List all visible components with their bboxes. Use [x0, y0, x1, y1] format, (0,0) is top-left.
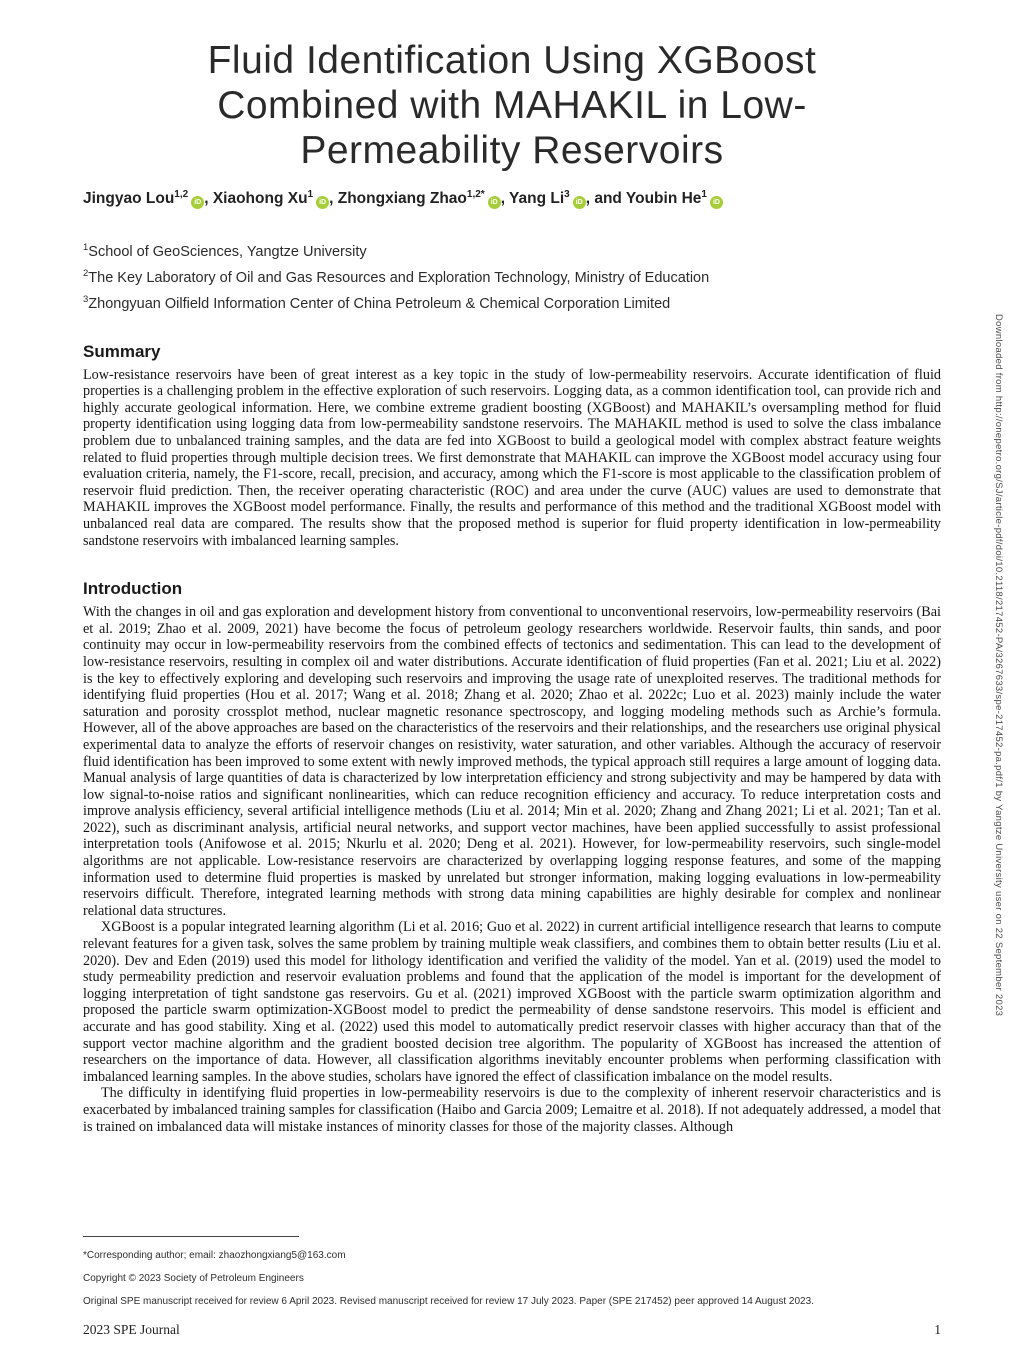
orcid-icon-label: iD: [575, 199, 583, 207]
download-watermark: Downloaded from http://onepetro.org/SJ/article-pdf/doi/10.2118/217452-PA/3267633/spe-217452-pa.pdf/1 by Yangtze University user on 22 September 2023: [993, 314, 1004, 1017]
orcid-icon-label: iD: [194, 199, 202, 207]
footnotes-block: [83, 1236, 941, 1319]
author-name: Jingyao Lou: [83, 190, 175, 208]
corresponding-author-note: *Corresponding author; email: zhaozhongxiang5@163.com: [83, 1250, 346, 1261]
orcid-icon-label: iD: [319, 199, 327, 207]
orcid-icon-label: iD: [712, 199, 720, 207]
footnote-divider: [83, 1236, 299, 1237]
affiliation-list: [83, 237, 941, 314]
author-name: Zhongxiang Zhao: [337, 190, 467, 208]
affiliation-2: [83, 263, 941, 289]
author-xiaohong-xu: [204, 190, 329, 207]
author-affiliation-sup: 1,2: [174, 189, 189, 200]
author-separator: ,: [204, 190, 213, 208]
author-youbin-he: [586, 190, 723, 207]
author-zhongxiang-zhao: [329, 190, 501, 207]
author-yang-li: [501, 190, 586, 207]
author-separator: ,: [329, 190, 338, 208]
summary-heading: Summary: [83, 341, 161, 361]
introduction-paragraph-2: XGBoost is a popular integrated learning algorithm (Li et al. 2016; Guo et al. 2022) in current artificial intelligence research that learns to compute relevant features for a given task, solves the same problem by training multiple weak classifiers, and combines them to obtain better results (Liu et al. 2020). Dev and Eden (2019) used this model for lithology identification and verified the validity of the model. Yan et al. (2019) used the model to study permeability prediction and reservoir evaluation problems and found that the application of the model is important for the development of logging interpretation of tight sandstone gas reservoirs. Gu et al. (2021) improved XGBoost with the particle swarm optimization algorithm and proposed the particle swarm optimization-XGBoost model to predict the permeability of dense sandstone reservoirs. This model is efficient and accurate and has good stability. Xing et al. (2022) used this model to automatically predict reservoir classes with higher accuracy than that of the support vector machine algorithm and the gradient boosted decision tree algorithm. The popularity of XGBoost has increased the attention of researchers on the importance of data. However, all classification algorithms inevitably encounter problems when performing classification with imbalanced learning samples. In the above studies, scholars have ignored the effect of classification imbalance on the model results.: [83, 919, 941, 1085]
orcid-icon-label: iD: [490, 199, 498, 207]
introduction-paragraph-1: With the changes in oil and gas exploration and development history from conventional to unconventional reservoirs, low-permeability reservoirs (Bai et al. 2019; Zhao et al. 2009, 2021) have become the focus of petroleum geology researchers worldwide. Reservoir faults, thin sands, and poor continuity may occur in low-permeability reservoirs from the combined effects of tectonics and sedimentation. This can lead to the development of low-resistance reservoirs, resulting in complex oil and water distributions. Accurate identification of fluid properties (Fan et al. 2021; Liu et al. 2022) is the key to effectively exploring and developing such reservoirs and improving the usage rate of unexploited reserves. The traditional methods for identifying fluid properties (Hou et al. 2017; Wang et al. 2018; Zhang et al. 2020; Zhao et al. 2022c; Luo et al. 2023) mainly include the water saturation and porosity crossplot method, nuclear magnetic resonance spectroscopy, and logging modeling methods such as Archie’s formula. However, all of the above approaches are based on the characteristics of the reservoirs and their relationships, and the researchers use original physical experimental data to analyze the efforts of reservoir changes on resistivity, water saturation, and other variables. Although the accuracy of reservoir fluid identification has been improved to some extent with newly improved methods, the typical approach still requires a large amount of logging data. Manual analysis of large quantities of data is characterized by low interpretation efficiency and strong subjectivity and may be hampered by data with low signal-to-noise ratios and significant nonlinearities, which can reduce recognition efficiency and accuracy. To reduce interpretation costs and improve analysis efficiency, several artificial intelligence methods (Liu et al. 2014; Min et al. 2020; Zhang and Zhang 2021; Li et al. 2021; Tan et al. 2022), such as discriminant analysis, artificial neural networks, and support vector machines, have been applied successfully to assist professional interpretation tools (Anifowose et al. 2015; Nkurlu et al. 2020; Deng et al. 2021). However, for low-permeability reservoirs, such single-model algorithms are not applicable. Low-resistance reservoirs are characterized by overlapping logging response features, and some of the mapping information used to determine fluid properties is masked by unrelated but stronger information, making logging evaluations in low-permeability reservoirs difficult. Therefore, integrated learning methods with strong data mining capabilities are highly desirable for complex and nonlinear relational data structures.: [83, 604, 941, 919]
orcid-icon[interactable]: [191, 196, 204, 209]
author-line: [83, 189, 941, 209]
introduction-paragraph-3: The difficulty in identifying fluid properties in low-permeability reservoirs is due to the complexity of inherent reservoir characteristics and is exacerbated by imbalanced training samples for classification (Haibo and Garcia 2009; Lemaitre et al. 2018). If not adequately addressed, a model that is trained on imbalanced data will mistake instances of minority classes for those of the majority classes. Although: [83, 1085, 941, 1135]
author-separator: , and: [585, 190, 626, 208]
author-separator: ,: [500, 190, 510, 208]
paper-title: [83, 38, 941, 173]
author-jingyao-lou: [83, 190, 204, 207]
orcid-icon[interactable]: [710, 196, 723, 209]
orcid-icon[interactable]: [488, 196, 501, 209]
author-affiliation-sup: 1,2*: [466, 189, 485, 200]
copyright-note: Copyright © 2023 Society of Petroleum Engineers: [83, 1273, 304, 1284]
affiliation-sup: 2: [83, 267, 89, 279]
affiliation-sup: 3: [83, 293, 89, 305]
title-line-2: Combined with MAHAKIL in Low-: [217, 84, 807, 127]
affiliation-sup: 1: [83, 242, 89, 254]
affiliation-text: School of GeoSciences, Yangtze University: [88, 243, 367, 260]
page-footer: [83, 1322, 941, 1338]
author-name: Xiaohong Xu: [212, 190, 308, 208]
author-affiliation-sup: 1: [307, 189, 314, 200]
orcid-icon[interactable]: [316, 196, 329, 209]
title-line-3: Permeability Reservoirs: [300, 129, 724, 172]
author-affiliation-sup: 3: [564, 189, 570, 200]
author-affiliation-sup: 1: [701, 189, 707, 200]
affiliation-1: [83, 237, 941, 263]
paper-content-column: [83, 38, 941, 1135]
journal-name: 2023 SPE Journal: [83, 1322, 180, 1337]
page-number: 1: [934, 1322, 941, 1337]
orcid-icon[interactable]: [573, 196, 586, 209]
title-line-1: Fluid Identification Using XGBoost: [207, 39, 817, 82]
introduction-heading: Introduction: [83, 579, 183, 599]
manuscript-history-note: Original SPE manuscript received for review 6 April 2023. Revised manuscript received for review 17 July 2023. Paper (SPE 217452) peer approved 14 August 2023.: [83, 1296, 814, 1307]
affiliation-text: Zhongyuan Oilfield Information Center of China Petroleum & Chemical Corporation Limited: [88, 295, 671, 312]
affiliation-3: [83, 289, 941, 315]
author-name: Yang Li: [509, 190, 565, 208]
author-name: Youbin He: [625, 190, 702, 208]
affiliation-text: The Key Laboratory of Oil and Gas Resources and Exploration Technology, Ministry of Education: [88, 269, 710, 286]
summary-body: Low-resistance reservoirs have been of great interest as a key topic in the study of low-permeability reservoirs. Accurate identification of fluid properties is a challenging problem in the effective exploration of such reservoirs. Logging data, as a common identification tool, can provide rich and highly accurate geological information. Here, we combine extreme gradient boosting (XGBoost) and MAHAKIL’s oversampling method for fluid property identification using logging data from low-permeability sandstone reservoirs. The MAHAKIL method is used to solve the class imbalance problem due to unbalanced training samples, and the data are fed into XGBoost to build a geological model with complex abstract feature weights related to fluid properties through multiple decision trees. We first demonstrate that MAHAKIL can improve the XGBoost model accuracy using four evaluation criteria, namely, the F1-score, recall, precision, and accuracy, among which the F1-score is most applicable to the classification problem of reservoir fluid prediction. Then, the receiver operating characteristic (ROC) and area under the curve (AUC) values are used to demonstrate that MAHAKIL improves the XGBoost model performance. Finally, the results and performance of this method and the traditional XGBoost model with unbalanced real data are compared. The results show that the proposed method is superior for fluid property identification in low-permeability sandstone reservoirs with imbalanced learning samples.: [83, 366, 941, 549]
